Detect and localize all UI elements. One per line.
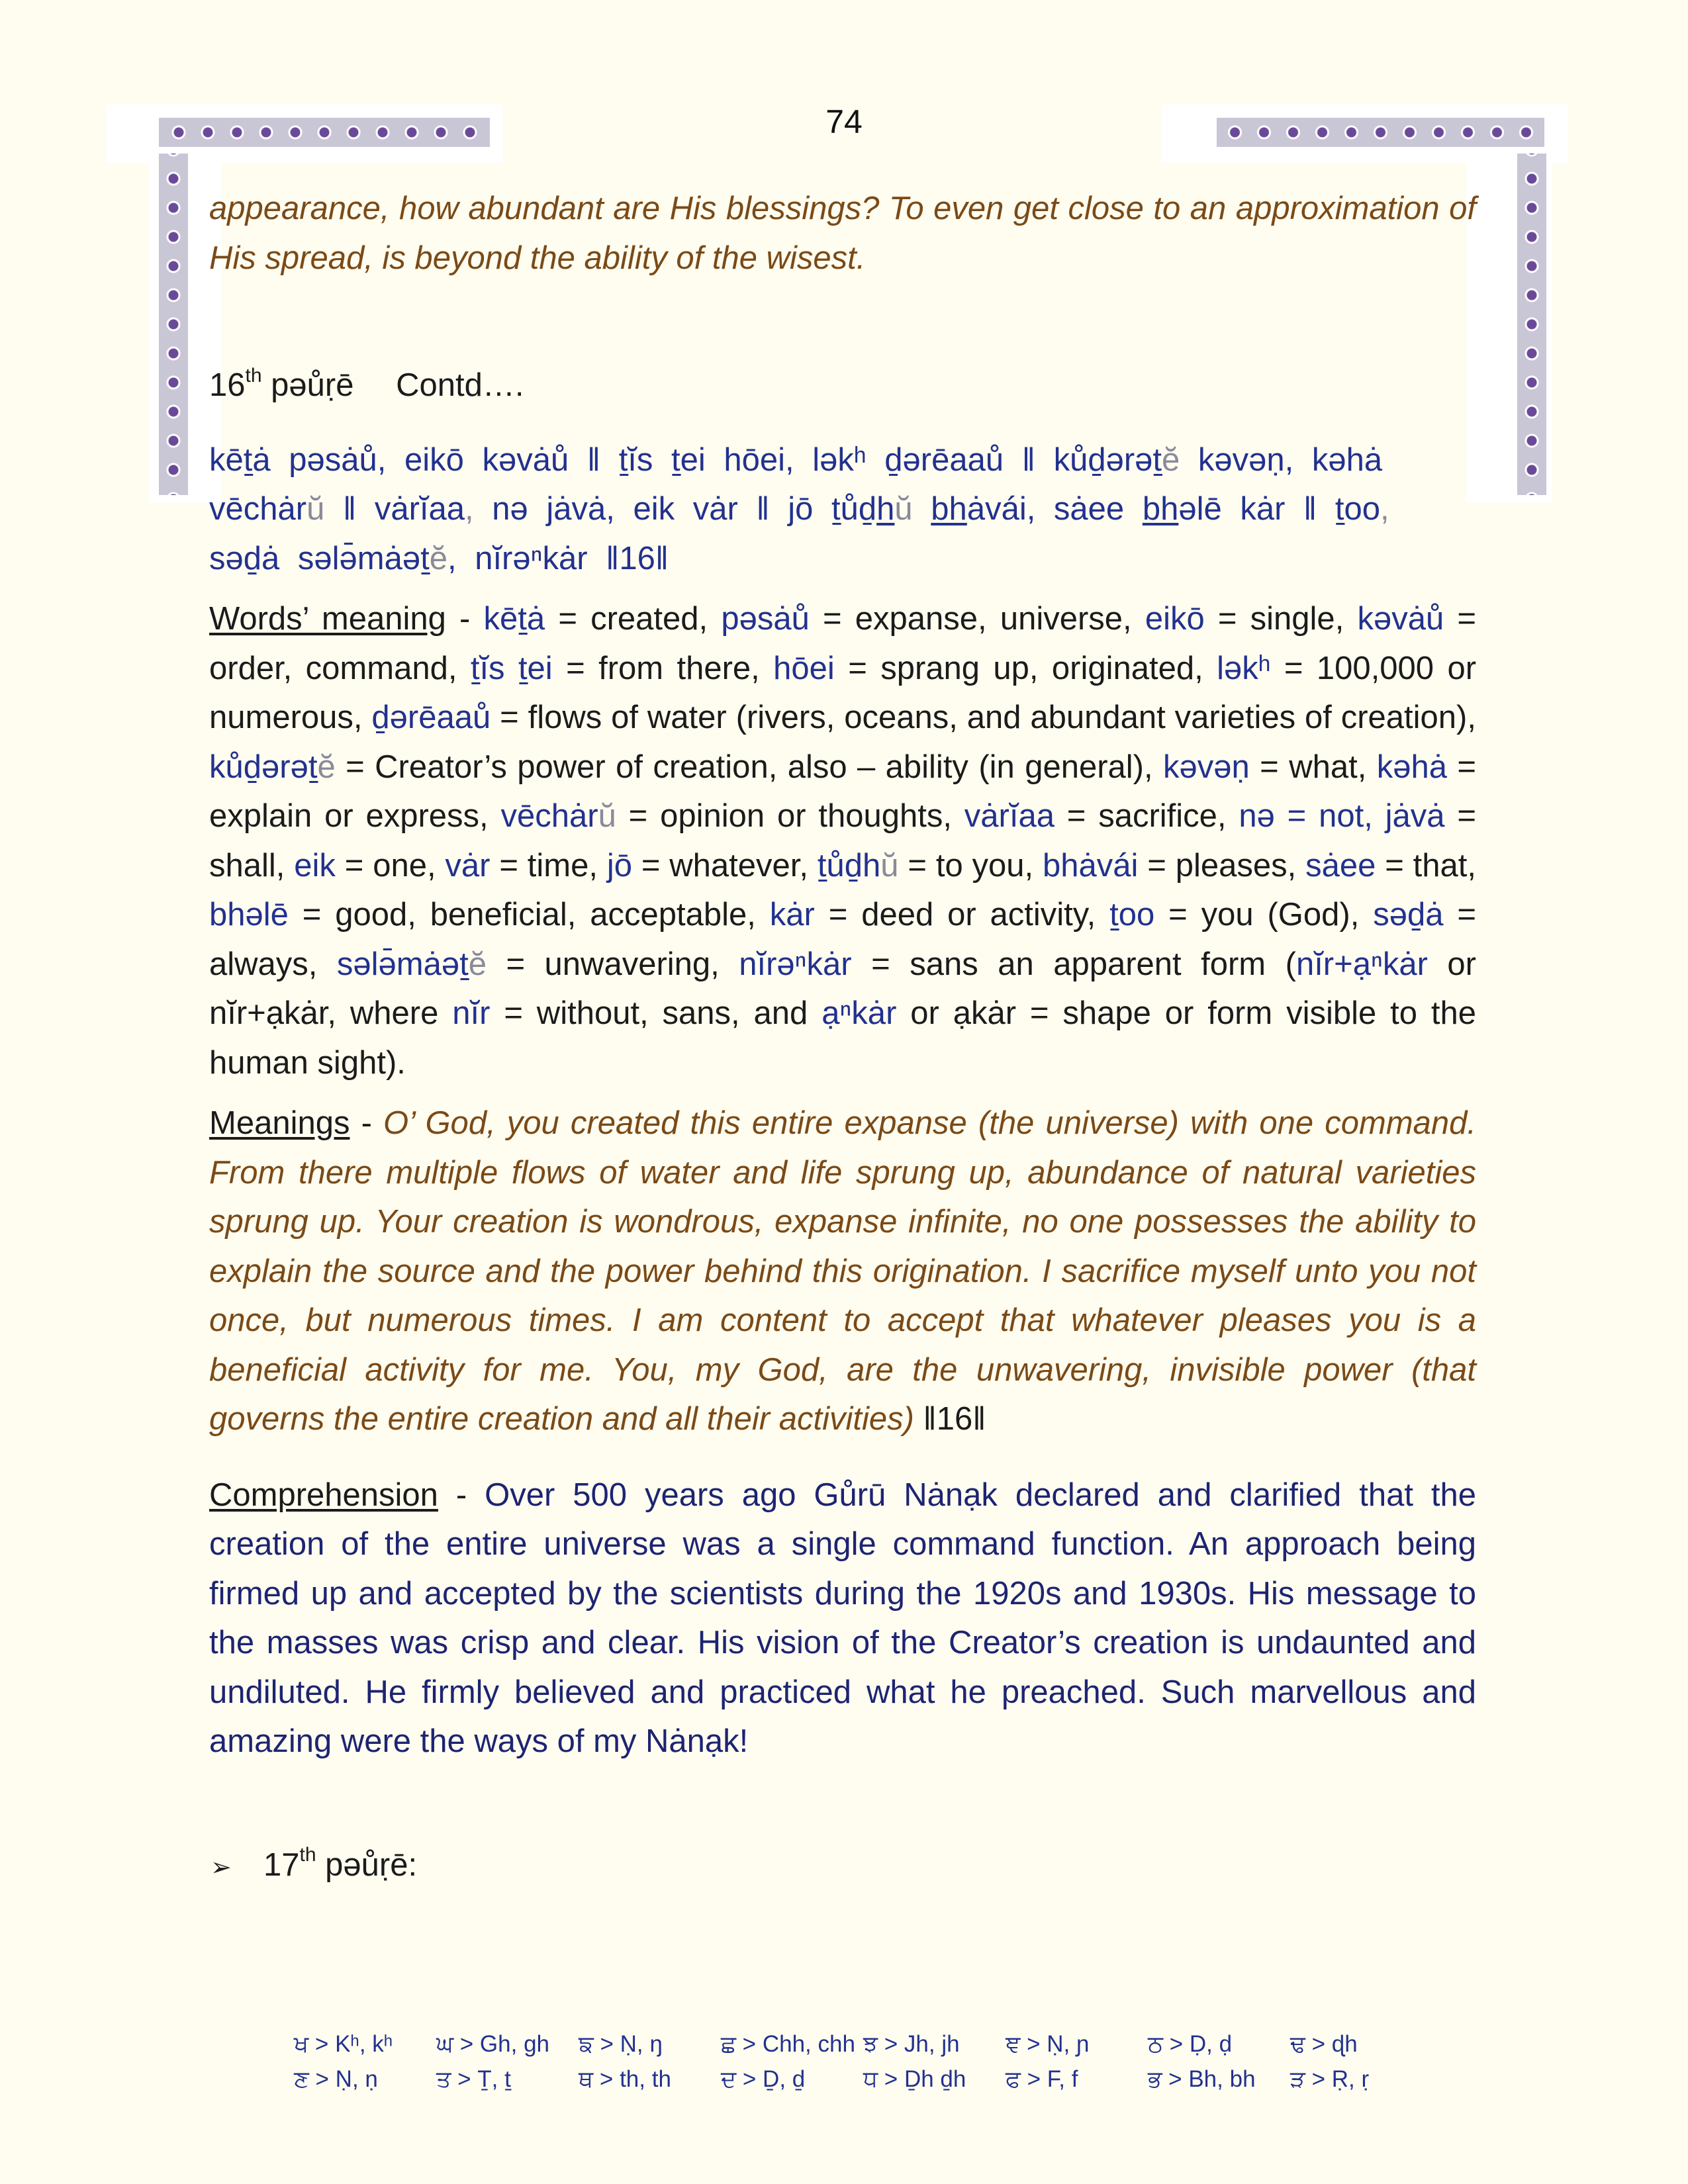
legend-row bbox=[294, 2026, 1452, 2062]
words-meaning-fragment: or nĭr+ạkȧr, where bbox=[209, 946, 1476, 1031]
words-meaning-fragment: kəvȧů bbox=[1357, 601, 1444, 637]
verse-fragment: bh bbox=[931, 491, 967, 527]
words-meaning-fragment: eik bbox=[294, 847, 336, 884]
legend-entry: ਖ > Kʰ, kʰ bbox=[294, 2031, 393, 2057]
words-meaning-fragment: vēchȧr bbox=[500, 798, 598, 834]
words-meaning-fragment: ṯoo bbox=[1109, 897, 1155, 933]
verse-fragment: ŭ bbox=[306, 491, 325, 527]
words-meaning-fragment: sȧee bbox=[1305, 847, 1376, 884]
meanings-paragraph bbox=[209, 1099, 1476, 1444]
heading-word: pəůṛē bbox=[271, 367, 354, 403]
words-meaning-fragment: ạⁿkȧr bbox=[821, 995, 897, 1031]
bullet-arrow-icon: ➢ bbox=[211, 1853, 232, 1882]
legend-entry: ਘ > Gh, gh bbox=[436, 2031, 549, 2057]
words-meaning-fragment: = sprang up, originated, bbox=[834, 650, 1217, 686]
words-meaning-fragment: ḏərēaaů bbox=[371, 700, 491, 735]
words-meaning-fragment: = whatever, bbox=[632, 847, 818, 884]
page-number: 74 bbox=[825, 103, 863, 140]
words-meaning-fragment: eikō bbox=[1145, 601, 1205, 637]
verse-fragment: , nĭrəⁿkȧr ǁ16ǁ bbox=[447, 540, 669, 576]
next-heading-word: pəůṛē: bbox=[325, 1846, 418, 1883]
legend-entry: ਭ > Bh, bh bbox=[1148, 2066, 1256, 2092]
heading-ordinal: 16 bbox=[209, 367, 246, 403]
verse-fragment: h bbox=[876, 491, 895, 527]
words-meaning-text bbox=[209, 601, 1476, 1081]
words-meaning-fragment: = unwavering, bbox=[486, 946, 739, 982]
words-meaning-fragment: ṯůḏh bbox=[817, 847, 881, 884]
words-meaning-fragment: kůḏərəṯ bbox=[209, 749, 318, 785]
words-meaning-fragment: or ạkȧr = shape or form visible to the human sight). bbox=[209, 995, 1477, 1081]
verse-fragment: səḏȧ sələ̄mȧəṯ bbox=[209, 540, 430, 576]
legend-entry: ਣ > Ṇ, ṇ bbox=[294, 2066, 378, 2092]
meanings-text: O’ God, you created this entire expanse (the universe) with one command. From there multiple flows of water and life sprung up, abundance of natural varieties sprung up. Your creation is wondrous, expanse infinite, no one possesses the ability to explain the source and the power behind this origination. I sacrifice myself unto you not once, but numerous times. I am content to accept that whatever pleases you is a beneficial activity for me. You, my God, are the unwavering, invisible power (that governs the entire creation and all their activities) bbox=[209, 1105, 1477, 1437]
words-meaning-fragment: = that, bbox=[1376, 847, 1476, 884]
words-meaning-fragment: = to you, bbox=[898, 847, 1043, 884]
words-meaning-fragment: nə = not, jȧvȧ bbox=[1239, 798, 1445, 834]
transliteration-legend bbox=[294, 2026, 1452, 2097]
legend-entry: ਛ > Chh, chh bbox=[721, 2031, 855, 2057]
heading-ordinal-suffix: th bbox=[245, 364, 262, 387]
words-meaning-fragment: = from there, bbox=[552, 650, 774, 686]
words-meaning-fragment: = sans an apparent form ( bbox=[851, 946, 1296, 982]
words-meaning-fragment: = pleases, bbox=[1138, 847, 1306, 884]
words-meaning-fragment: ŭ bbox=[880, 847, 899, 884]
verse-fragment: nə jȧvȧ, eik vȧr ǁ jō ṯůḏ bbox=[473, 491, 877, 527]
verse-fragment: kəvəṇ, kəhȧ vēchȧr bbox=[209, 441, 1383, 527]
words-meaning-fragment: ĕ bbox=[317, 749, 336, 785]
words-meaning-fragment: nĭr bbox=[452, 995, 491, 1031]
words-meaning-fragment: = created, bbox=[545, 601, 722, 637]
words-meaning-fragment: = opinion or thoughts, bbox=[616, 798, 964, 834]
words-meaning-fragment: nĭr+ạⁿkȧr bbox=[1295, 946, 1428, 982]
comprehension-separator: - bbox=[438, 1477, 485, 1513]
words-meaning-fragment: kəvəṇ bbox=[1163, 749, 1250, 785]
comprehension-paragraph bbox=[209, 1471, 1476, 1766]
legend-entry: ਝ > Jh, jh bbox=[863, 2031, 960, 2057]
words-meaning-fragment: = explain or express, bbox=[209, 749, 1477, 834]
words-meaning-fragment: = sacrifice, bbox=[1054, 798, 1239, 834]
next-heading-ordinal: 17 bbox=[263, 1846, 300, 1883]
legend-entry: ਫ > F, f bbox=[1006, 2066, 1078, 2092]
meanings-separator: - bbox=[350, 1105, 384, 1141]
words-meaning-fragment: ŭ bbox=[598, 798, 616, 834]
words-meaning-fragment: vȧrĭaa bbox=[964, 798, 1055, 834]
comprehension-label: Comprehension bbox=[209, 1477, 438, 1513]
words-meaning-fragment: bhəlē bbox=[209, 897, 289, 933]
meanings-label: Meanings bbox=[209, 1105, 350, 1141]
words-meaning-label: Words’ meaning bbox=[209, 601, 446, 637]
words-meaning-fragment: = shall, bbox=[209, 798, 1476, 884]
verse-fragment: kēṯȧ pəsȧů, eikō kəvȧů ǁ ṯĭs ṯei hōei, ləkʰ ḏərēaaů ǁ kůḏərəṯ bbox=[209, 441, 1162, 478]
legend-entry: ਞ > Ṇ, ɲ bbox=[1006, 2031, 1090, 2057]
words-meaning-fragment: vȧr bbox=[445, 847, 491, 884]
words-meaning-fragment: sələ̄mȧəṯ bbox=[336, 946, 469, 982]
words-meaning-fragment: = 100,000 or numerous, bbox=[209, 650, 1477, 735]
words-meaning-fragment: = expanse, universe, bbox=[809, 601, 1145, 637]
verse-paragraph bbox=[209, 435, 1476, 584]
words-meaning-fragment: ĕ bbox=[468, 946, 487, 982]
legend-entry: ਢ > ɖh bbox=[1290, 2031, 1358, 2057]
words-meaning-fragment: = without, sans, and bbox=[490, 995, 822, 1031]
verse-fragment: ĕ bbox=[429, 540, 447, 576]
page-content bbox=[209, 184, 1476, 1892]
legend-entry: ਠ > Ḍ, ḍ bbox=[1148, 2031, 1233, 2057]
legend-entry: ਦ > Ḏ, ḏ bbox=[721, 2066, 806, 2092]
words-meaning-fragment: = always, bbox=[209, 897, 1476, 982]
words-meaning-fragment: = good, beneficial, acceptable, bbox=[288, 897, 770, 933]
legend-entry: ਤ > Ṯ, ṯ bbox=[436, 2066, 511, 2092]
verse-fragment: ĕ bbox=[1162, 441, 1180, 478]
comprehension-text: Over 500 years ago Gůrū Nȧnạk declared and clarified that the creation of the entire universe was a single command function. An approach being firmed up and accepted by the scientists during the 1920s and 1930s. His message to the masses was crisp and clear. His vision of the Creator’s creation is undaunted and undiluted. He firmly believed and practiced what he preached. Such marvellous and amazing were the ways of my Nȧnạk! bbox=[209, 1477, 1476, 1759]
verse-fragment: ȧvái, sȧee bbox=[966, 491, 1143, 527]
verse-fragment: bh bbox=[1142, 491, 1179, 527]
floral-border-top-right bbox=[1217, 118, 1544, 147]
verse-fragment: ŭ bbox=[894, 491, 913, 527]
words-meaning-fragment: = you (God), bbox=[1154, 897, 1374, 933]
meanings-ending: ǁ16ǁ bbox=[914, 1401, 986, 1437]
intro-paragraph: appearance, how abundant are His blessings? To even get close to an approximation of His spread, is beyond the ability of the wisest. bbox=[209, 191, 1476, 276]
words-meaning-fragment: ləkʰ bbox=[1217, 650, 1271, 686]
words-meaning-fragment: = deed or activity, bbox=[814, 897, 1110, 933]
words-meaning-fragment: = Creator’s power of creation, also – ability (in general), bbox=[335, 749, 1163, 785]
words-meaning-fragment: jō bbox=[606, 847, 632, 884]
verse-fragment: , bbox=[1380, 491, 1389, 527]
words-meaning-fragment: nĭrəⁿkȧr bbox=[739, 946, 852, 982]
legend-entry: ਥ > th, th bbox=[579, 2066, 671, 2092]
words-meaning-fragment: = one, bbox=[335, 847, 445, 884]
verse-fragment bbox=[913, 491, 931, 527]
words-meaning-fragment: = flows of water (rivers, oceans, and abundant varieties of creation), bbox=[491, 700, 1476, 735]
legend-entry: ੜ > Ṛ, ṛ bbox=[1290, 2066, 1370, 2092]
words-meaning-fragment: ṯĭs ṯei bbox=[470, 650, 553, 686]
legend-entry: ਧ > Ḏh ḏh bbox=[863, 2066, 966, 2092]
floral-border-top-left bbox=[159, 118, 490, 147]
words-meaning-fragment: - bbox=[445, 601, 484, 637]
words-meaning-fragment: = time, bbox=[490, 847, 607, 884]
words-meaning-fragment: kəhȧ bbox=[1376, 749, 1447, 785]
next-heading-ordinal-suffix: th bbox=[299, 1844, 316, 1866]
verse-fragment: ǁ vȧrĭaa bbox=[324, 491, 465, 527]
verse-fragment: əlē kȧr ǁ ṯoo bbox=[1178, 491, 1380, 527]
words-meaning-fragment: pəsȧů bbox=[721, 601, 810, 637]
verse-fragment: , bbox=[465, 491, 474, 527]
legend-entry: ਙ > Ṇ, ŋ bbox=[579, 2031, 663, 2057]
next-section-heading bbox=[211, 1841, 1476, 1893]
words-meaning-fragment: bhȧvái bbox=[1043, 847, 1139, 884]
words-meaning-fragment: = order, command, bbox=[209, 601, 1477, 686]
words-meaning-fragment: kȧr bbox=[769, 897, 815, 933]
section-heading bbox=[209, 361, 1476, 410]
words-meaning-fragment: = single, bbox=[1204, 601, 1358, 637]
words-meaning-fragment: = what, bbox=[1249, 749, 1377, 785]
words-meaning-fragment: səḏȧ bbox=[1373, 897, 1444, 933]
words-meaning-fragment: kēṯȧ bbox=[483, 601, 545, 637]
legend-row bbox=[294, 2062, 1452, 2097]
words-meaning-fragment: hōei bbox=[773, 650, 835, 686]
words-meaning-paragraph bbox=[209, 594, 1476, 1087]
floral-border-right bbox=[1517, 154, 1546, 495]
floral-border-left bbox=[159, 154, 188, 495]
heading-contd: Contd…. bbox=[396, 367, 524, 403]
